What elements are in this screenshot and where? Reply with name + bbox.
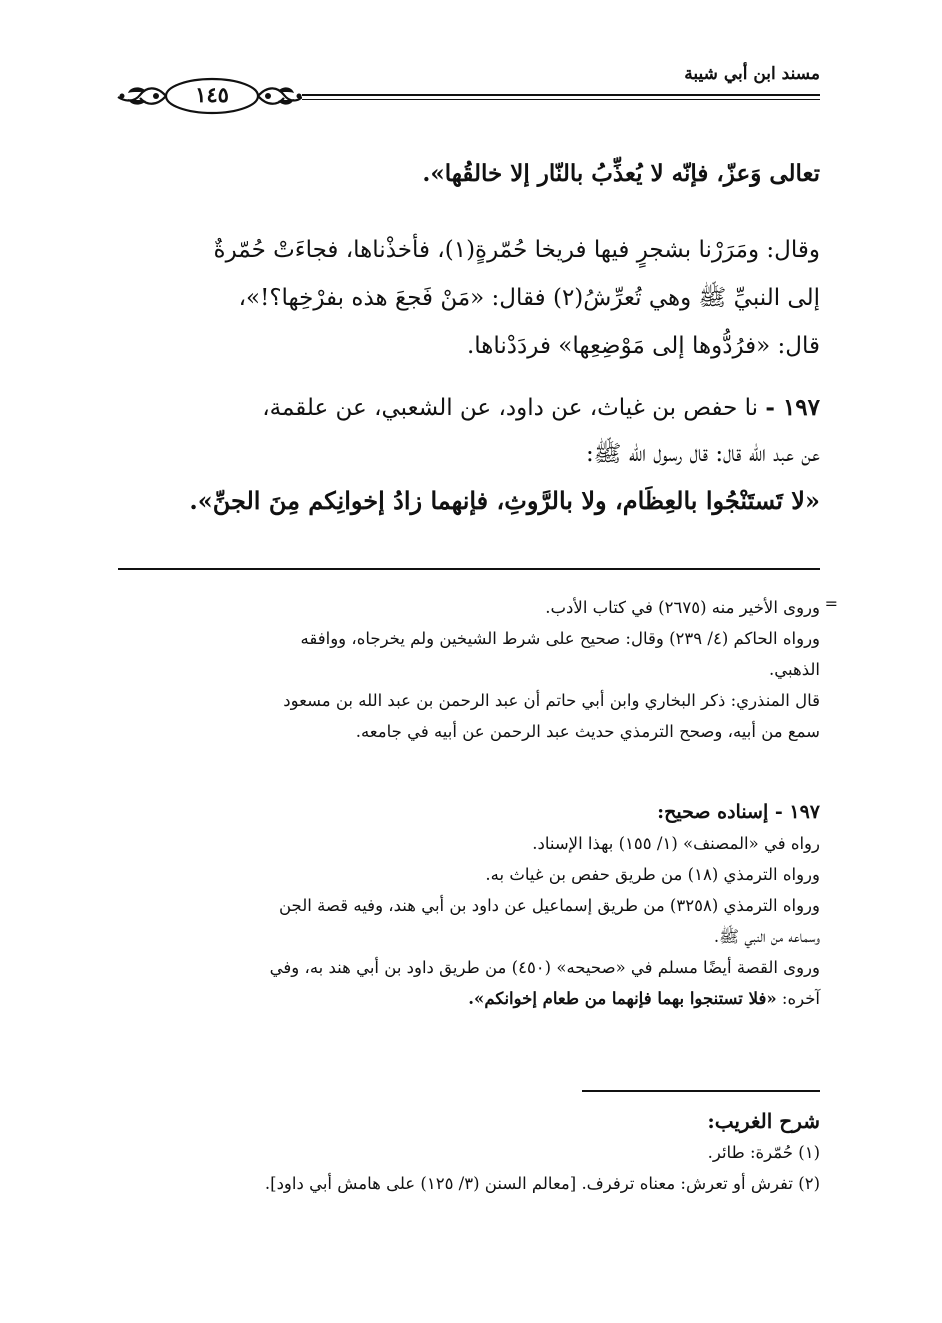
footnote-line: سمع من أبيه، وصحح الترمذي حديث عبد الرحمن عن أبيه في جامعه. [355,722,820,741]
header-rule-thin [302,99,820,100]
footnote-line: وروى الأخير منه (٢٦٧٥) في كتاب الأدب. [545,598,820,617]
footnote-line: الذهبي. [769,660,820,679]
hadith-number: ١٩٧ - [765,394,820,421]
continuation-marker: = [824,594,838,613]
glossary-heading: شرح الغريب: [707,1109,820,1133]
footnote-separator [118,568,820,570]
footnote-heading: ١٩٧ - إسناده صحيح: [657,801,820,823]
footnote-quote: «فلا تستنجوا بهما فإنهما من طعام إخوانكم». [468,989,777,1008]
footnote-line: ورواه الترمذي (١٨) من طريق حفص بن غياث به. [485,865,820,884]
footnote-line: وروى القصة أيضًا مسلم في «صحيحه» (٤٥٠) من طريق داود بن أبي هند به، وفي [269,958,820,977]
hadith-text: «لا تَستَنْجُوا بالعِظَام، ولا بالرَّوثِ، فإنهما زادُ إخوانِكم مِنَ الجنِّ». [189,486,820,515]
main-text-line-1: تعالى وَعزّ، فإنّه لا يُعذِّبُ بالنّار إلا خالقُها». [422,160,820,187]
main-text-line: قال: «فرُدُّوها إلى مَوْضِعِها» فردَدْناها. [466,333,820,359]
main-text-line: إلى النبيِّ ﷺ وهي تُعرِّشُ(٢) فقال: «مَنْ فَجعَ هذه بفرْخِها؟!»، [238,285,820,311]
glossary-separator [582,1090,820,1092]
hadith-chain-line: عن عبد الله قال: قال رسول الله ﷺ: [585,441,820,467]
footnote-line: قال المنذري: ذكر البخاري وابن أبي حاتم أن عبد الرحمن بن عبد الله بن مسعود [283,691,820,710]
footnote-line: ورواه الحاكم (٤/ ٢٣٩) وقال: صحيح على شرط الشيخين ولم يخرجاه، ووافقه [300,629,820,648]
footnote-text: آخره: [776,989,820,1008]
hadith-197 [120,385,820,477]
footnote-line: ورواه الترمذي (٣٢٥٨) من طريق إسماعيل عن داود بن أبي هند، وفيه قصة الجن [279,896,820,915]
glossary-line: (١) حُمّرة: طائر. [707,1143,820,1162]
footnote-line: وسماعه من النبي ﷺ. [713,927,820,946]
footnote-continuation [120,592,820,747]
page-number: ١٤٥ [195,81,229,107]
footnote-197 [120,797,820,1014]
hadith-chain-text: نا حفص بن غياث، عن داود، عن الشعبي، عن علقمة، [262,395,766,421]
glossary-line: (٢) تفرش أو تعرش: معناه ترفرف. [معالم السنن (٣/ ١٢٥) على هامش أبي داود]. [264,1174,820,1193]
glossary [120,1106,820,1199]
hadith-chain-line [120,385,820,431]
main-paragraph-2 [120,226,820,370]
footnote-line [120,983,820,1014]
header-rule-thick [302,94,820,96]
main-text-line: وقال: ومَرَرْنا بشجرٍ فيها فريخا حُمّرةٍ(١)، فأخذْناها، فجاءَتْ حُمّرةٌ [213,237,820,263]
running-book-title: مسند ابن أبي شيبة [684,64,820,84]
footnote-line: رواه في «المصنف» (١/ ١٥٥) بهذا الإسناد. [532,834,820,853]
